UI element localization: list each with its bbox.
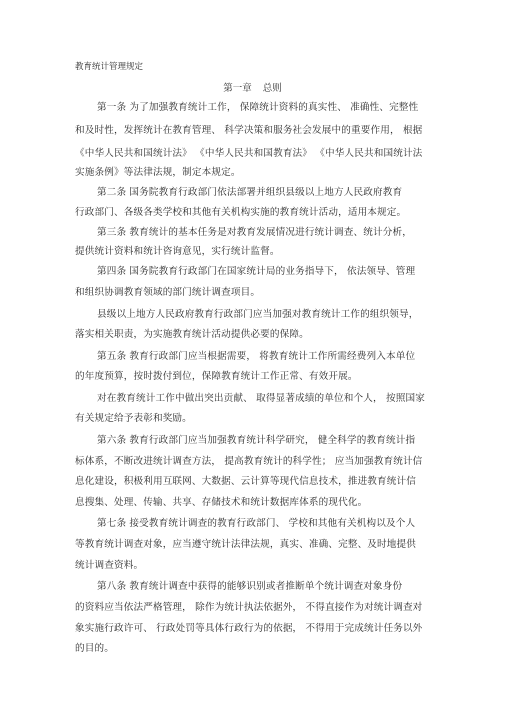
text-line: 和及时性，发挥统计在教育管理、 科学决策和服务社会发展中的重要作用， 根据 [75, 125, 423, 136]
text-line: 第六条 教育行政部门应当加强教育统计科学研究， 健全科学的教育统计指 [97, 435, 416, 446]
text-line: 提供统计资料和统计咨询意见，实行统计监督。 [75, 246, 280, 257]
text-line: 第五条 教育行政部门应当根据需要， 将教育统计工作所需经费列入本单位 [97, 351, 416, 362]
text-line: 有关规定给予表彰和奖励。 [75, 413, 192, 424]
text-line: 第七条 接受教育统计调查的教育行政部门、 学校和其他有关机构以及个人 [97, 518, 416, 529]
text-line: 的资料应当依法严格管理， 除作为统计执法依据外， 不得直接作为对统计调查对 [75, 602, 423, 613]
text-line: 第四条 国务院教育行政部门在国家统计局的业务指导下， 依法领导、管理 [97, 266, 416, 277]
text-line: 落实相关职责，为实施教育统计活动提供必要的保障。 [75, 329, 309, 340]
text-line: 统计调查资料。 [75, 560, 144, 571]
text-line: 第三条 教育统计的基本任务是对教育发展情况进行统计调查、统计分析， [97, 227, 412, 238]
text-line: 标体系，不断改进统计调查方法， 提高教育统计的科学性； 应当加强教育统计信 [75, 456, 423, 467]
text-line: 息搜集、处理、传输、共享、存储技术和统计数据库体系的现代化。 [75, 497, 368, 508]
text-line: 的目的。 [75, 643, 114, 654]
text-line: 象实施行政许可、 行政处罚等具体行政行为的依据， 不得用于完成统计任务以外 [75, 623, 423, 634]
text-line: 第一条 为了加强教育统计工作， 保障统计资料的真实性、 准确性、完整性 [97, 102, 419, 113]
text-line: 的年度预算，按时拨付到位，保障教育统计工作正常、有效开展。 [75, 371, 358, 382]
text-line: 第八条 教育统计调查中获得的能够识别或者推断单个统计调查对象身份 [97, 581, 403, 592]
text-line: 行政部门、各级各类学校和其他有关机构实施的教育统计活动，适用本规定。 [75, 207, 407, 218]
text-line: 县级以上地方人民政府教育行政部门应当加强对教育统计工作的组织领导， [97, 309, 419, 320]
text-line: 息化建设，积极利用互联网、大数据、云计算等现代信息技术，推进教育统计信 [75, 476, 417, 487]
text-line: 实施条例》等法律法规，制定本规定。 [75, 167, 241, 178]
text-line: 第二条 国务院教育行政部门依法部署并组织县级以上地方人民政府教育 [97, 187, 403, 198]
text-line: 《中华人民共和国统计法》 《中华人民共和国教育法》 《中华人民共和国统计法 [75, 148, 423, 159]
text-line: 等教育统计调查对象，应当遵守统计法律法规，真实、准确、完整、及时地提供 [75, 539, 417, 550]
text-line: 对在教育统计工作中做出突出贡献、 取得显著成绩的单位和个人， 按照国家 [97, 393, 425, 404]
document-title: 教育统计管理规定 [75, 62, 144, 72]
chapter-number: 第一章 [223, 83, 252, 94]
text-line: 和组织协调教育领域的部门统计调查项目。 [75, 287, 261, 298]
chapter-heading [0, 82, 505, 95]
chapter-name: 总则 [262, 83, 282, 94]
